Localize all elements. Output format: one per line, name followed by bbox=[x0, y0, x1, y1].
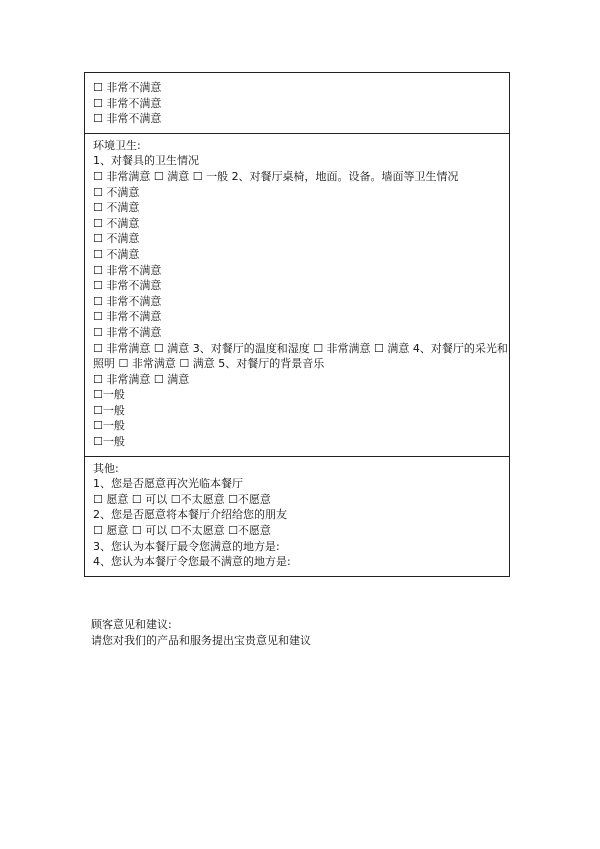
option-line: ☐ 不满意 bbox=[93, 216, 140, 230]
feedback-block bbox=[91, 617, 511, 649]
option-line: ☐ 非常不满意 bbox=[93, 279, 162, 293]
section-heading: 环境卫生: bbox=[93, 138, 141, 152]
option-line: ☐ 非常不满意 bbox=[93, 294, 162, 308]
option-line: ☐ 不满意 bbox=[93, 232, 140, 246]
option-line: ☐ 非常满意 ☐ 满意 bbox=[93, 372, 190, 386]
satisfaction-options-section bbox=[85, 73, 509, 133]
survey-table bbox=[84, 72, 510, 577]
question-line: 1、您是否愿意再次光临本餐厅 bbox=[93, 477, 243, 491]
question-line: 1、对餐具的卫生情况 bbox=[93, 154, 199, 168]
option-line: ☐一般 bbox=[93, 419, 125, 433]
option-line: ☐ 不满意 bbox=[93, 185, 140, 199]
section-heading: 其他: bbox=[93, 461, 119, 475]
option-line: ☐ 非常不满意 bbox=[93, 81, 162, 94]
option-line: ☐ 非常不满意 bbox=[93, 112, 162, 126]
option-line: ☐ 不满意 bbox=[93, 201, 140, 215]
option-line: ☐ 非常满意 ☐ 满意 ☐ 一般 2、对餐厅桌椅，地面。设备。墙面等卫生情况 bbox=[93, 169, 459, 183]
option-line: ☐ 非常不满意 bbox=[93, 263, 162, 277]
option-line: ☐ 愿意 ☐ 可以 ☐不太愿意 ☐不愿意 bbox=[93, 492, 271, 506]
feedback-prompt: 请您对我们的产品和服务提出宝贵意见和建议 bbox=[91, 634, 311, 647]
option-line: ☐ 不满意 bbox=[93, 247, 140, 261]
question-line: 2、您是否愿意将本餐厅介绍给您的朋友 bbox=[93, 508, 287, 522]
other-section bbox=[85, 456, 509, 576]
option-line: ☐ 非常不满意 bbox=[93, 325, 162, 339]
option-line: ☐ 非常不满意 bbox=[93, 96, 162, 110]
question-line: 3、您认为本餐厅最令您满意的地方是: bbox=[93, 539, 280, 553]
hygiene-section bbox=[85, 133, 509, 456]
option-line: ☐ 非常不满意 bbox=[93, 310, 162, 324]
question-line: 4、您认为本餐厅令您最不满意的地方是: bbox=[93, 555, 291, 569]
option-line: ☐一般 bbox=[93, 403, 125, 417]
option-line: ☐ 愿意 ☐ 可以 ☐不太愿意 ☐不愿意 bbox=[93, 524, 271, 538]
feedback-heading: 顾客意见和建议: bbox=[91, 618, 172, 631]
option-line: ☐一般 bbox=[93, 388, 125, 402]
option-line: ☐一般 bbox=[93, 435, 125, 449]
option-line: ☐ 非常满意 ☐ 满意 3、对餐厅的温度和湿度 ☐ 非常满意 ☐ 满意 4、对餐厅的采光和照明 ☐ 非常满意 ☐ 满意 5、对餐厅的背景音乐 bbox=[93, 341, 508, 371]
